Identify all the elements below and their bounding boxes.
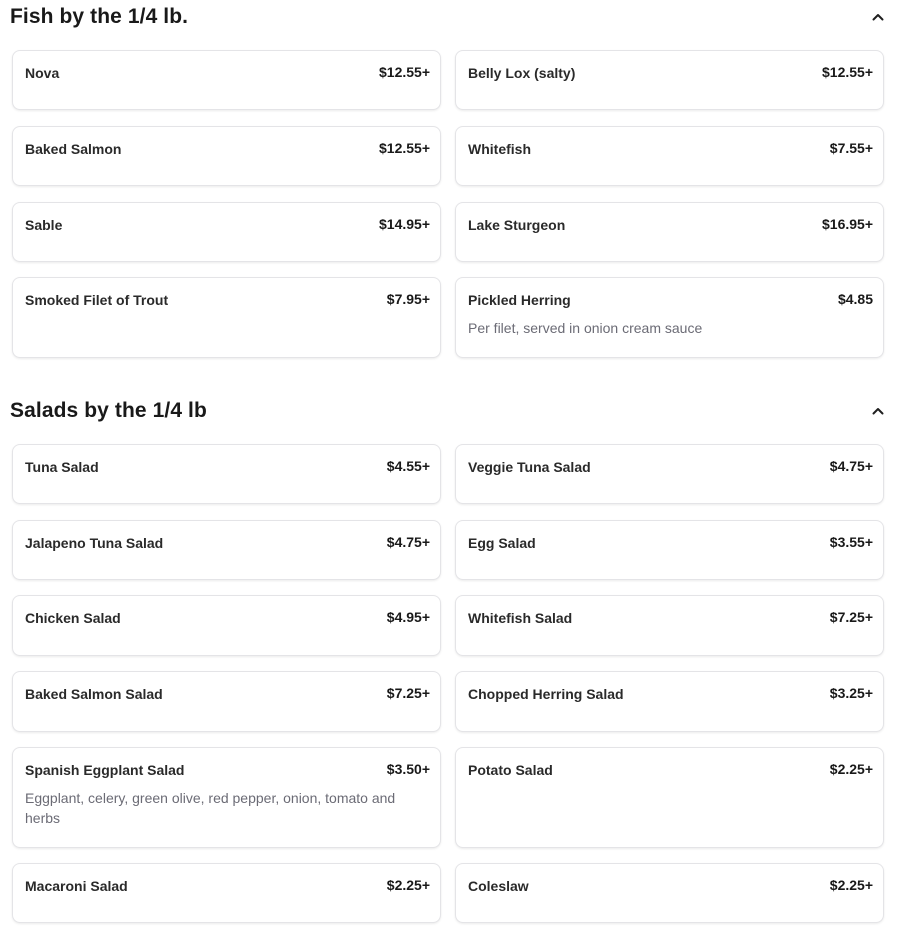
menu-item-card[interactable]	[455, 50, 884, 110]
menu-item-card[interactable]	[455, 444, 884, 504]
section-header	[10, 0, 900, 34]
item-price: $4.75+	[386, 534, 430, 550]
menu-item-card[interactable]	[455, 126, 884, 186]
item-name: Pickled Herring	[468, 292, 571, 308]
menu-item-card[interactable]	[12, 747, 441, 848]
item-price: $7.25+	[829, 609, 873, 625]
item-description: Per filet, served in onion cream sauce	[468, 320, 703, 336]
item-price: $7.25+	[386, 685, 430, 701]
menu-item-card[interactable]	[12, 126, 441, 186]
menu-item-grid	[12, 50, 884, 358]
section-salads	[0, 394, 900, 933]
menu-item-card[interactable]	[455, 202, 884, 262]
collapse-section-button[interactable]	[866, 5, 890, 29]
item-price: $14.95+	[379, 216, 430, 232]
menu-item-card[interactable]	[455, 671, 884, 732]
item-name: Macaroni Salad	[25, 878, 128, 894]
item-name: Chopped Herring Salad	[468, 686, 624, 702]
item-price: $3.55+	[829, 534, 873, 550]
item-name: Spanish Eggplant Salad	[25, 762, 185, 778]
menu-item-card[interactable]	[12, 50, 441, 110]
item-name: Whitefish Salad	[468, 610, 573, 626]
item-price: $4.85	[837, 291, 873, 307]
menu-item-card[interactable]	[12, 671, 441, 732]
chevron-up-icon	[871, 404, 885, 418]
item-price: $2.25+	[386, 877, 430, 893]
item-price: $7.55+	[829, 140, 873, 156]
menu-item-card[interactable]	[455, 520, 884, 580]
item-price: $4.75+	[829, 458, 873, 474]
item-price: $4.95+	[386, 609, 430, 625]
item-price: $7.95+	[386, 291, 430, 307]
item-price: $3.50+	[386, 761, 430, 777]
item-name: Sable	[25, 217, 63, 233]
item-name: Tuna Salad	[25, 459, 99, 475]
item-name: Egg Salad	[468, 535, 536, 551]
menu-item-card[interactable]	[12, 520, 441, 580]
menu-item-grid	[12, 444, 884, 924]
menu-item-card[interactable]	[12, 444, 441, 504]
section-title: Salads by the 1/4 lb	[10, 399, 207, 422]
item-price: $12.55+	[379, 140, 430, 156]
section-header	[10, 394, 900, 428]
section-fish	[0, 0, 900, 370]
menu-item-card[interactable]	[455, 747, 884, 848]
item-name: Jalapeno Tuna Salad	[25, 535, 164, 551]
item-price: $12.55+	[822, 64, 873, 80]
item-name: Lake Sturgeon	[468, 217, 566, 233]
menu-item-card[interactable]	[455, 863, 884, 923]
item-name: Chicken Salad	[25, 610, 121, 626]
menu-item-card[interactable]	[12, 863, 441, 923]
item-name: Whitefish	[468, 141, 531, 157]
collapse-section-button[interactable]	[866, 399, 890, 423]
menu-item-card[interactable]	[12, 202, 441, 262]
item-name: Veggie Tuna Salad	[468, 459, 591, 475]
item-name: Potato Salad	[468, 762, 553, 778]
item-name: Baked Salmon Salad	[25, 686, 163, 702]
section-title: Fish by the 1/4 lb.	[10, 5, 189, 28]
menu-item-card[interactable]	[12, 277, 441, 358]
menu-item-card[interactable]	[12, 595, 441, 656]
item-price: $2.25+	[829, 761, 873, 777]
item-price: $12.55+	[379, 64, 430, 80]
item-price: $2.25+	[829, 877, 873, 893]
item-price: $4.55+	[386, 458, 430, 474]
item-name: Belly Lox (salty)	[468, 65, 576, 81]
item-description: Eggplant, celery, green olive, red pepper, onion, tomato and herbs	[25, 790, 396, 826]
item-name: Coleslaw	[468, 878, 529, 894]
chevron-up-icon	[871, 10, 885, 24]
menu-item-card[interactable]	[455, 595, 884, 656]
item-price: $16.95+	[822, 216, 873, 232]
item-name: Smoked Filet of Trout	[25, 292, 169, 308]
menu-item-card[interactable]	[455, 277, 884, 358]
item-price: $3.25+	[829, 685, 873, 701]
item-name: Baked Salmon	[25, 141, 122, 157]
item-name: Nova	[25, 65, 60, 81]
